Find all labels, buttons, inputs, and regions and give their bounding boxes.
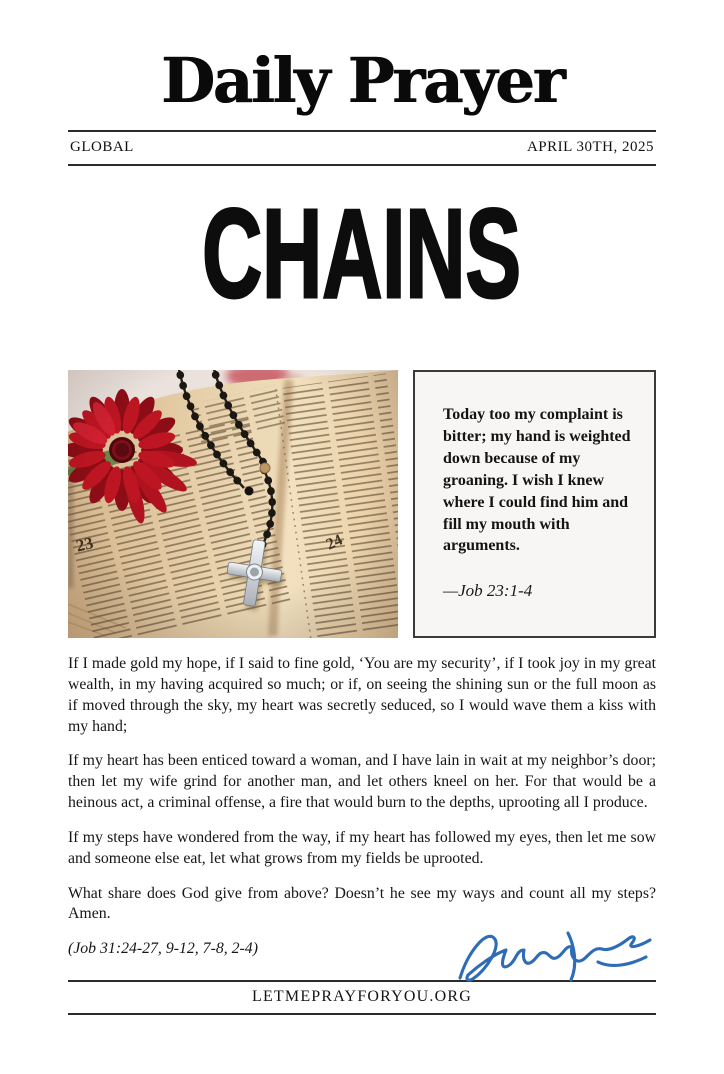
article-paragraph-2: If my heart has been enticed toward a woman, and I have lain in wait at my neighbor’s door; then let my wife grind for another man, and let others kneel on her. For that would be a heinous act, a criminal offense, a fire that would burn to the depths, uprooting all I produce. <box>68 752 656 812</box>
scripture-quote-box <box>413 370 656 638</box>
article-paragraph-3: If my steps have wondered from the way, if my heart has followed my eyes, then let me sow and someone else eat, let what grows from my fields be uprooted. <box>68 828 656 867</box>
quote-text: Today too my complaint is bitter; my hand is weighted down because of my groaning. I wish I knew where I could find him and fill my mouth with arguments. <box>443 406 631 555</box>
edition-label: GLOBAL <box>70 139 134 155</box>
article-body <box>68 654 656 960</box>
media-row <box>68 370 656 638</box>
date-label: APRIL 30TH, 2025 <box>526 139 654 155</box>
scripture-citation: (Job 31:24-27, 9-12, 7-8, 2-4) <box>68 940 258 958</box>
masthead <box>68 44 656 166</box>
headline-container <box>68 183 656 324</box>
footer-website: LETMEPRAYFORYOU.ORG <box>251 988 473 1006</box>
masthead-rule-bottom <box>68 164 656 166</box>
rosary-bible-photo <box>68 370 398 638</box>
newsletter-page <box>0 44 724 1074</box>
article-paragraph-1: If I made gold my hope, if I said to fine gold, ‘You are my security’, if I took joy in my great wealth, in my having acquired so much; or if, on seeing the shining sun or the full moon as if moved through the sky, my heart was secretly seduced, so I would wave them a kiss with my hand; <box>68 655 656 735</box>
rosary-bible-photo-illustration <box>68 370 398 638</box>
footer-rule-bottom <box>68 1013 656 1015</box>
article-paragraph-4: What share does God give from above? Doesn’t he see my ways and count all my steps? Amen. <box>68 884 656 923</box>
dateline <box>68 132 656 164</box>
headline: CHAINS <box>202 183 522 324</box>
quote-attribution: —Job 23:1-4 <box>443 581 533 601</box>
masthead-title: Daily Prayer <box>160 44 564 117</box>
author-signature <box>450 920 662 994</box>
